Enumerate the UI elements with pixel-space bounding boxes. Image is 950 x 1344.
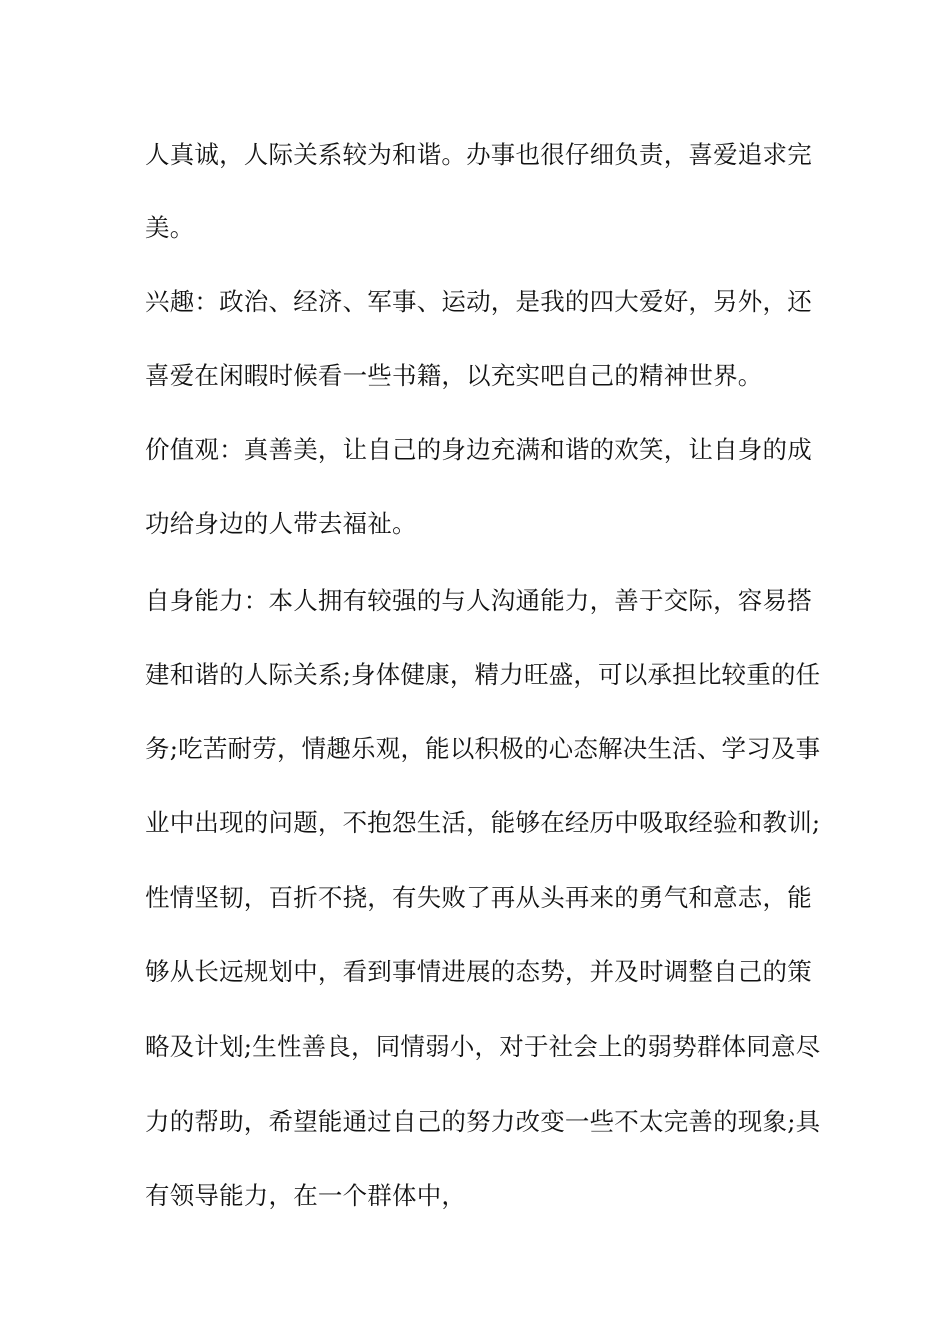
text-line: 价值观：真善美，让自己的身边充满和谐的欢笑，让自身的成 — [145, 435, 812, 464]
text-line: 力的帮助，希望能通过自己的努力改变一些不太完善的现象;具 — [145, 1107, 821, 1136]
text-line: 喜爱在闲暇时候看一些书籍，以充实吧自己的精神世界。 — [145, 361, 763, 390]
text-line: 兴趣：政治、经济、军事、运动，是我的四大爱好，另外，还 — [145, 287, 812, 316]
text-line: 有领导能力，在一个群体中， — [145, 1181, 467, 1210]
text-line: 功给身边的人带去福祉。 — [145, 509, 417, 538]
text-line: 略及计划;生性善良，同情弱小，对于社会上的弱势群体同意尽 — [145, 1032, 821, 1061]
text-line: 建和谐的人际关系;身体健康，精力旺盛，可以承担比较重的任 — [145, 660, 821, 689]
text-line: 务;吃苦耐劳，情趣乐观，能以积极的心态解决生活、学习及事 — [145, 734, 821, 763]
text-line: 够从长远规划中，看到事情进展的态势，并及时调整自己的策 — [145, 957, 812, 986]
text-line: 人真诚，人际关系较为和谐。办事也很仔细负责，喜爱追求完 — [145, 140, 812, 169]
text-line: 性情坚韧，百折不挠，有失败了再从头再来的勇气和意志，能 — [145, 883, 812, 912]
text-line: 自身能力：本人拥有较强的与人沟通能力，善于交际，容易搭 — [145, 586, 812, 615]
text-line: 美。 — [145, 213, 195, 242]
text-line: 业中出现的问题，不抱怨生活，能够在经历中吸取经验和教训; — [145, 808, 821, 837]
